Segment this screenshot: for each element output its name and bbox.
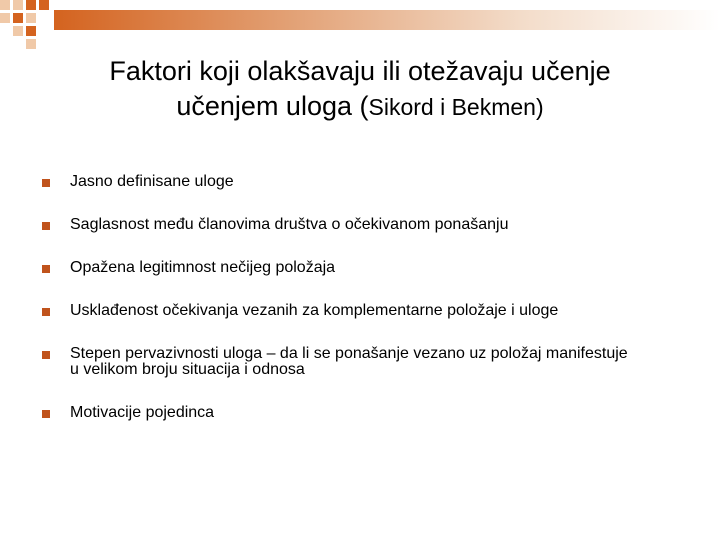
square-bullet-icon	[42, 351, 50, 359]
bullet-item	[40, 174, 680, 190]
header-gradient-bar	[54, 10, 720, 30]
bullet-list	[40, 174, 680, 421]
decor-square	[13, 13, 23, 23]
decor-square	[26, 13, 36, 23]
decor-square	[26, 0, 36, 10]
bullet-text: Stepen pervazivnosti uloga – da li se ponašanje vezano uz položaj manifestuje u velikom broju situacija i odnosa	[70, 345, 628, 378]
bullet-text: Motivacije pojedinca	[70, 404, 215, 421]
square-bullet-icon	[42, 308, 50, 316]
slide-title	[40, 54, 680, 125]
title-line-2-main: učenjem uloga (	[176, 91, 369, 121]
bullet-item	[40, 260, 680, 276]
decor-square	[39, 0, 49, 10]
bullet-text: Saglasnost među članovima društva o očekivanom ponašanju	[70, 216, 509, 233]
decor-square	[26, 39, 36, 49]
title-line-1: Faktori koji olakšavaju ili otežavaju učenje	[109, 56, 611, 86]
bullet-text: Jasno definisane uloge	[70, 173, 234, 190]
square-bullet-icon	[42, 410, 50, 418]
bullet-item	[40, 405, 680, 421]
bullet-item	[40, 217, 680, 233]
bullet-text: Usklađenost očekivanja vezanih za komplementarne položaje i uloge	[70, 302, 559, 319]
decor-square	[13, 0, 23, 10]
bullet-item	[40, 303, 680, 319]
bullet-item	[40, 346, 630, 378]
title-line-2	[40, 89, 680, 125]
decor-square	[13, 26, 23, 36]
bullet-text: Opažena legitimnost nečijeg položaja	[70, 259, 336, 276]
title-line-2-authors: Sikord i Bekmen)	[368, 94, 544, 120]
square-bullet-icon	[42, 222, 50, 230]
decor-square	[0, 0, 10, 10]
square-bullet-icon	[42, 179, 50, 187]
decor-square	[0, 13, 10, 23]
decor-square	[26, 26, 36, 36]
square-bullet-icon	[42, 265, 50, 273]
header-decoration	[0, 0, 720, 50]
